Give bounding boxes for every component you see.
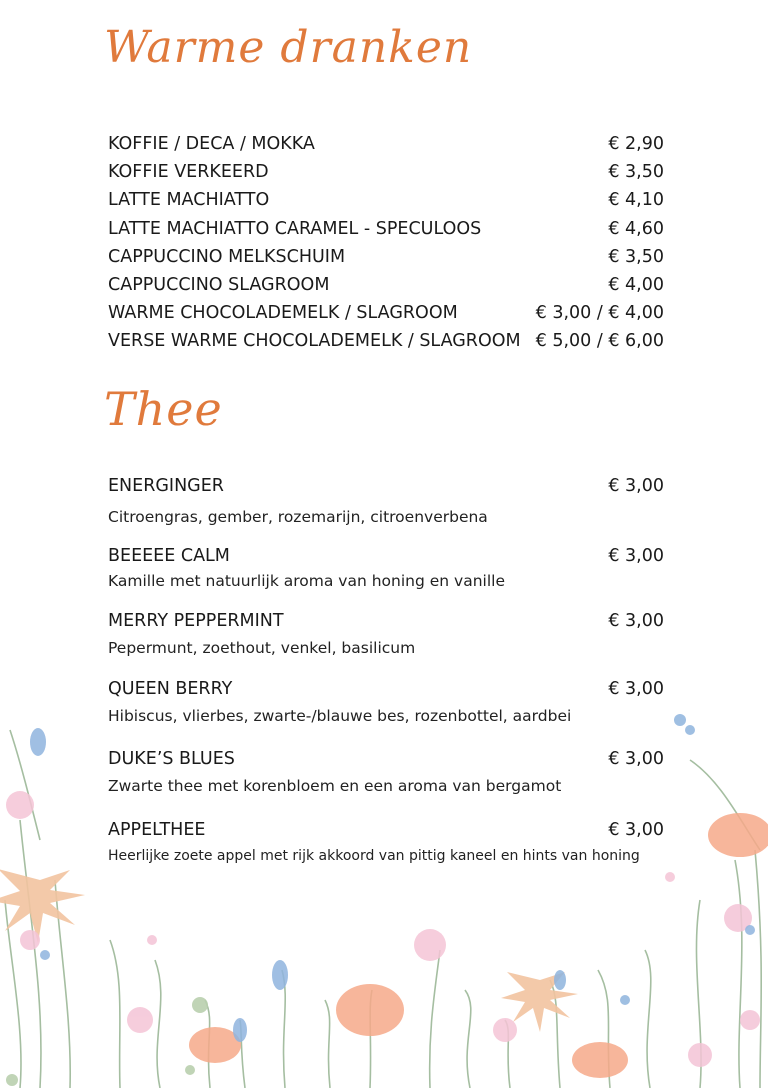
menu-item [108,218,664,240]
tea-item [108,545,664,567]
item-name: MERRY PEPPERMINT [108,611,284,631]
item-name: WARME CHOCOLADEMELK / SLAGROOM [108,303,458,323]
item-name: KOFFIE VERKEERD [108,162,269,182]
item-name: APPELTHEE [108,820,206,840]
menu-item [108,161,664,183]
item-description: Zwarte thee met korenbloem en een aroma van bergamot [108,777,562,795]
item-price: € 3,00 [608,611,664,631]
item-name: CAPPUCCINO MELKSCHUIM [108,247,346,267]
item-name: LATTE MACHIATTO CARAMEL - SPECULOOS [108,219,482,239]
item-description: Hibiscus, vlierbes, zwarte-/blauwe bes, rozenbottel, aardbei [108,707,572,725]
tea-item [108,610,664,632]
item-name: KOFFIE / DECA / MOKKA [108,134,315,154]
item-price: € 3,00 [608,546,664,566]
item-description: Pepermunt, zoethout, venkel, basilicum [108,639,416,657]
item-price: € 5,00 / € 6,00 [535,331,664,351]
item-description: Kamille met natuurlijk aroma van honing en vanille [108,572,505,590]
tea-item [108,678,664,700]
section-title-thee: Thee [104,382,223,436]
menu-item [108,274,664,296]
item-price: € 4,60 [608,219,664,239]
item-name: DUKE’S BLUES [108,749,235,769]
item-price: € 3,00 [608,679,664,699]
menu-item [108,133,664,155]
item-price: € 4,00 [608,275,664,295]
menu-item [108,330,664,352]
item-name: VERSE WARME CHOCOLADEMELK / SLAGROOM [108,331,521,351]
menu-item [108,246,664,268]
item-price: € 3,50 [608,162,664,182]
item-price: € 3,00 [608,749,664,769]
item-description: Citroengras, gember, rozemarijn, citroenverbena [108,508,488,526]
item-price: € 3,50 [608,247,664,267]
item-price: € 2,90 [608,134,664,154]
item-price: € 3,00 [608,476,664,496]
menu-item [108,189,664,211]
item-name: LATTE MACHIATTO [108,190,270,210]
tea-item [108,475,664,497]
section-title-warme-dranken: Warme dranken [104,22,473,73]
item-name: QUEEN BERRY [108,679,233,699]
item-price: € 4,10 [608,190,664,210]
item-name: CAPPUCCINO SLAGROOM [108,275,330,295]
menu-item [108,302,664,324]
item-description: Heerlijke zoete appel met rijk akkoord van pittig kaneel en hints van honing [108,848,640,864]
item-price: € 3,00 / € 4,00 [535,303,664,323]
floral-border-illustration [0,700,768,1088]
item-name: ENERGINGER [108,476,224,496]
item-name: BEEEEE CALM [108,546,230,566]
item-price: € 3,00 [608,820,664,840]
